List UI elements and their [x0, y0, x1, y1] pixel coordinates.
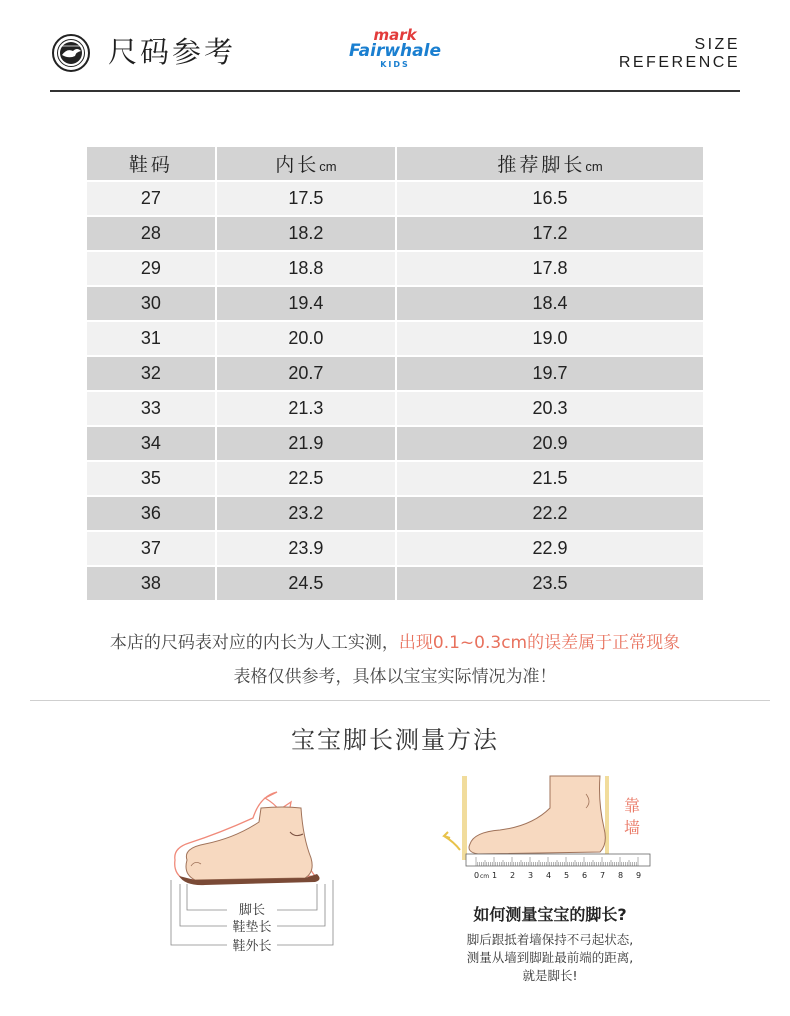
- ruler-tick-1: 1: [492, 871, 498, 880]
- ruler-tick-8: 8: [618, 871, 624, 880]
- table-header-row: [87, 147, 703, 180]
- table-row: [87, 217, 703, 250]
- size-reference-line-1: SIZE: [694, 36, 740, 53]
- cell-size: 37: [87, 532, 215, 565]
- ruler-tick-3: 3: [528, 871, 534, 880]
- howto-line-3: 就是脚长!: [522, 968, 578, 983]
- cell-foot: 22.2: [397, 497, 703, 530]
- table-row: [87, 322, 703, 355]
- cell-size: 32: [87, 357, 215, 390]
- cell-size: 35: [87, 462, 215, 495]
- cell-foot: 20.3: [397, 392, 703, 425]
- ruler-tick-4: 4: [546, 871, 552, 880]
- cell-foot: 20.9: [397, 427, 703, 460]
- ruler-tick-6: 6: [582, 871, 588, 880]
- header-divider: [50, 90, 740, 92]
- cell-size: 33: [87, 392, 215, 425]
- brand-logo: [345, 28, 445, 76]
- section-divider: [30, 700, 770, 701]
- cell-inner: 19.4: [217, 287, 395, 320]
- ruler-tick-5: 5: [564, 871, 570, 880]
- wall-label: [622, 795, 642, 839]
- cell-foot: 16.5: [397, 182, 703, 215]
- cell-inner: 24.5: [217, 567, 395, 600]
- logo-line-2: Fairwhale: [349, 41, 441, 61]
- note-line-1-highlight: 出现0.1~0.3cm的误差属于正常现象: [398, 633, 681, 653]
- table-row: [87, 182, 703, 215]
- ruler-tick-9: 9: [636, 871, 642, 880]
- cell-foot: 17.8: [397, 252, 703, 285]
- cell-size: 36: [87, 497, 215, 530]
- logo-line-3: KIDS: [380, 60, 410, 69]
- cell-inner: 21.3: [217, 392, 395, 425]
- wall-label-2: 墙: [623, 818, 640, 837]
- cell-foot: 21.5: [397, 462, 703, 495]
- size-reference-label: [619, 36, 740, 72]
- ruler-tick-7: 7: [600, 871, 606, 880]
- table-row: [87, 287, 703, 320]
- header-shoe-size: 鞋码: [87, 147, 215, 180]
- cell-foot: 18.4: [397, 287, 703, 320]
- ruler-tick-0: 0: [474, 871, 480, 880]
- cell-inner: 23.9: [217, 532, 395, 565]
- table-row: [87, 427, 703, 460]
- cell-foot: 19.7: [397, 357, 703, 390]
- table-row: [87, 392, 703, 425]
- cell-inner: 17.5: [217, 182, 395, 215]
- cell-foot: 19.0: [397, 322, 703, 355]
- table-row: [87, 567, 703, 600]
- label-insole-length: 鞋垫长: [232, 920, 272, 935]
- ruler-unit: cm: [480, 873, 490, 880]
- ruler-tick-2: 2: [510, 871, 516, 880]
- measure-section-title: 宝宝脚长测量方法: [291, 726, 499, 754]
- page-title: 尺码参考: [108, 35, 237, 69]
- cell-size: 28: [87, 217, 215, 250]
- header-foot-length: 推荐脚长cm: [397, 147, 703, 180]
- table-row: [87, 357, 703, 390]
- howto-line-2: 测量从墙到脚趾最前端的距离,: [466, 950, 634, 965]
- cell-foot: 17.2: [397, 217, 703, 250]
- cell-inner: 20.0: [217, 322, 395, 355]
- cell-foot: 23.5: [397, 567, 703, 600]
- cell-inner: 21.9: [217, 427, 395, 460]
- cell-inner: 18.2: [217, 217, 395, 250]
- cell-foot: 22.9: [397, 532, 703, 565]
- table-row: [87, 532, 703, 565]
- note-line-2: 表格仅供参考，具体以宝宝实际情况为准！: [233, 667, 557, 687]
- cell-size: 38: [87, 567, 215, 600]
- wall-label-1: 靠: [623, 796, 640, 815]
- howto-line-1: 脚后跟抵着墙保持不弓起状态,: [466, 932, 634, 947]
- cell-size: 27: [87, 182, 215, 215]
- logo-line-1: mark: [373, 26, 417, 44]
- cell-inner: 22.5: [217, 462, 395, 495]
- cell-inner: 18.8: [217, 252, 395, 285]
- note-line-1: [0, 628, 790, 653]
- label-foot-length: 脚长: [238, 903, 266, 918]
- label-outsole-length: 鞋外长: [232, 939, 272, 954]
- size-table: [85, 145, 705, 602]
- cell-size: 34: [87, 427, 215, 460]
- cell-size: 31: [87, 322, 215, 355]
- header-inner-length: 内长cm: [217, 147, 395, 180]
- cell-size: 29: [87, 252, 215, 285]
- foot-in-shoe-illustration: [165, 788, 340, 963]
- cell-inner: 20.7: [217, 357, 395, 390]
- note-line-1-main: 本店的尺码表对应的内长为人工实测，: [109, 633, 399, 653]
- table-row: [87, 497, 703, 530]
- size-reference-line-2: REFERENCE: [618, 54, 740, 71]
- brand-seal-icon: [52, 34, 90, 72]
- howto-title: 如何测量宝宝的脚长?: [473, 905, 627, 924]
- table-row: [87, 462, 703, 495]
- table-row: [87, 252, 703, 285]
- cell-size: 30: [87, 287, 215, 320]
- cell-inner: 23.2: [217, 497, 395, 530]
